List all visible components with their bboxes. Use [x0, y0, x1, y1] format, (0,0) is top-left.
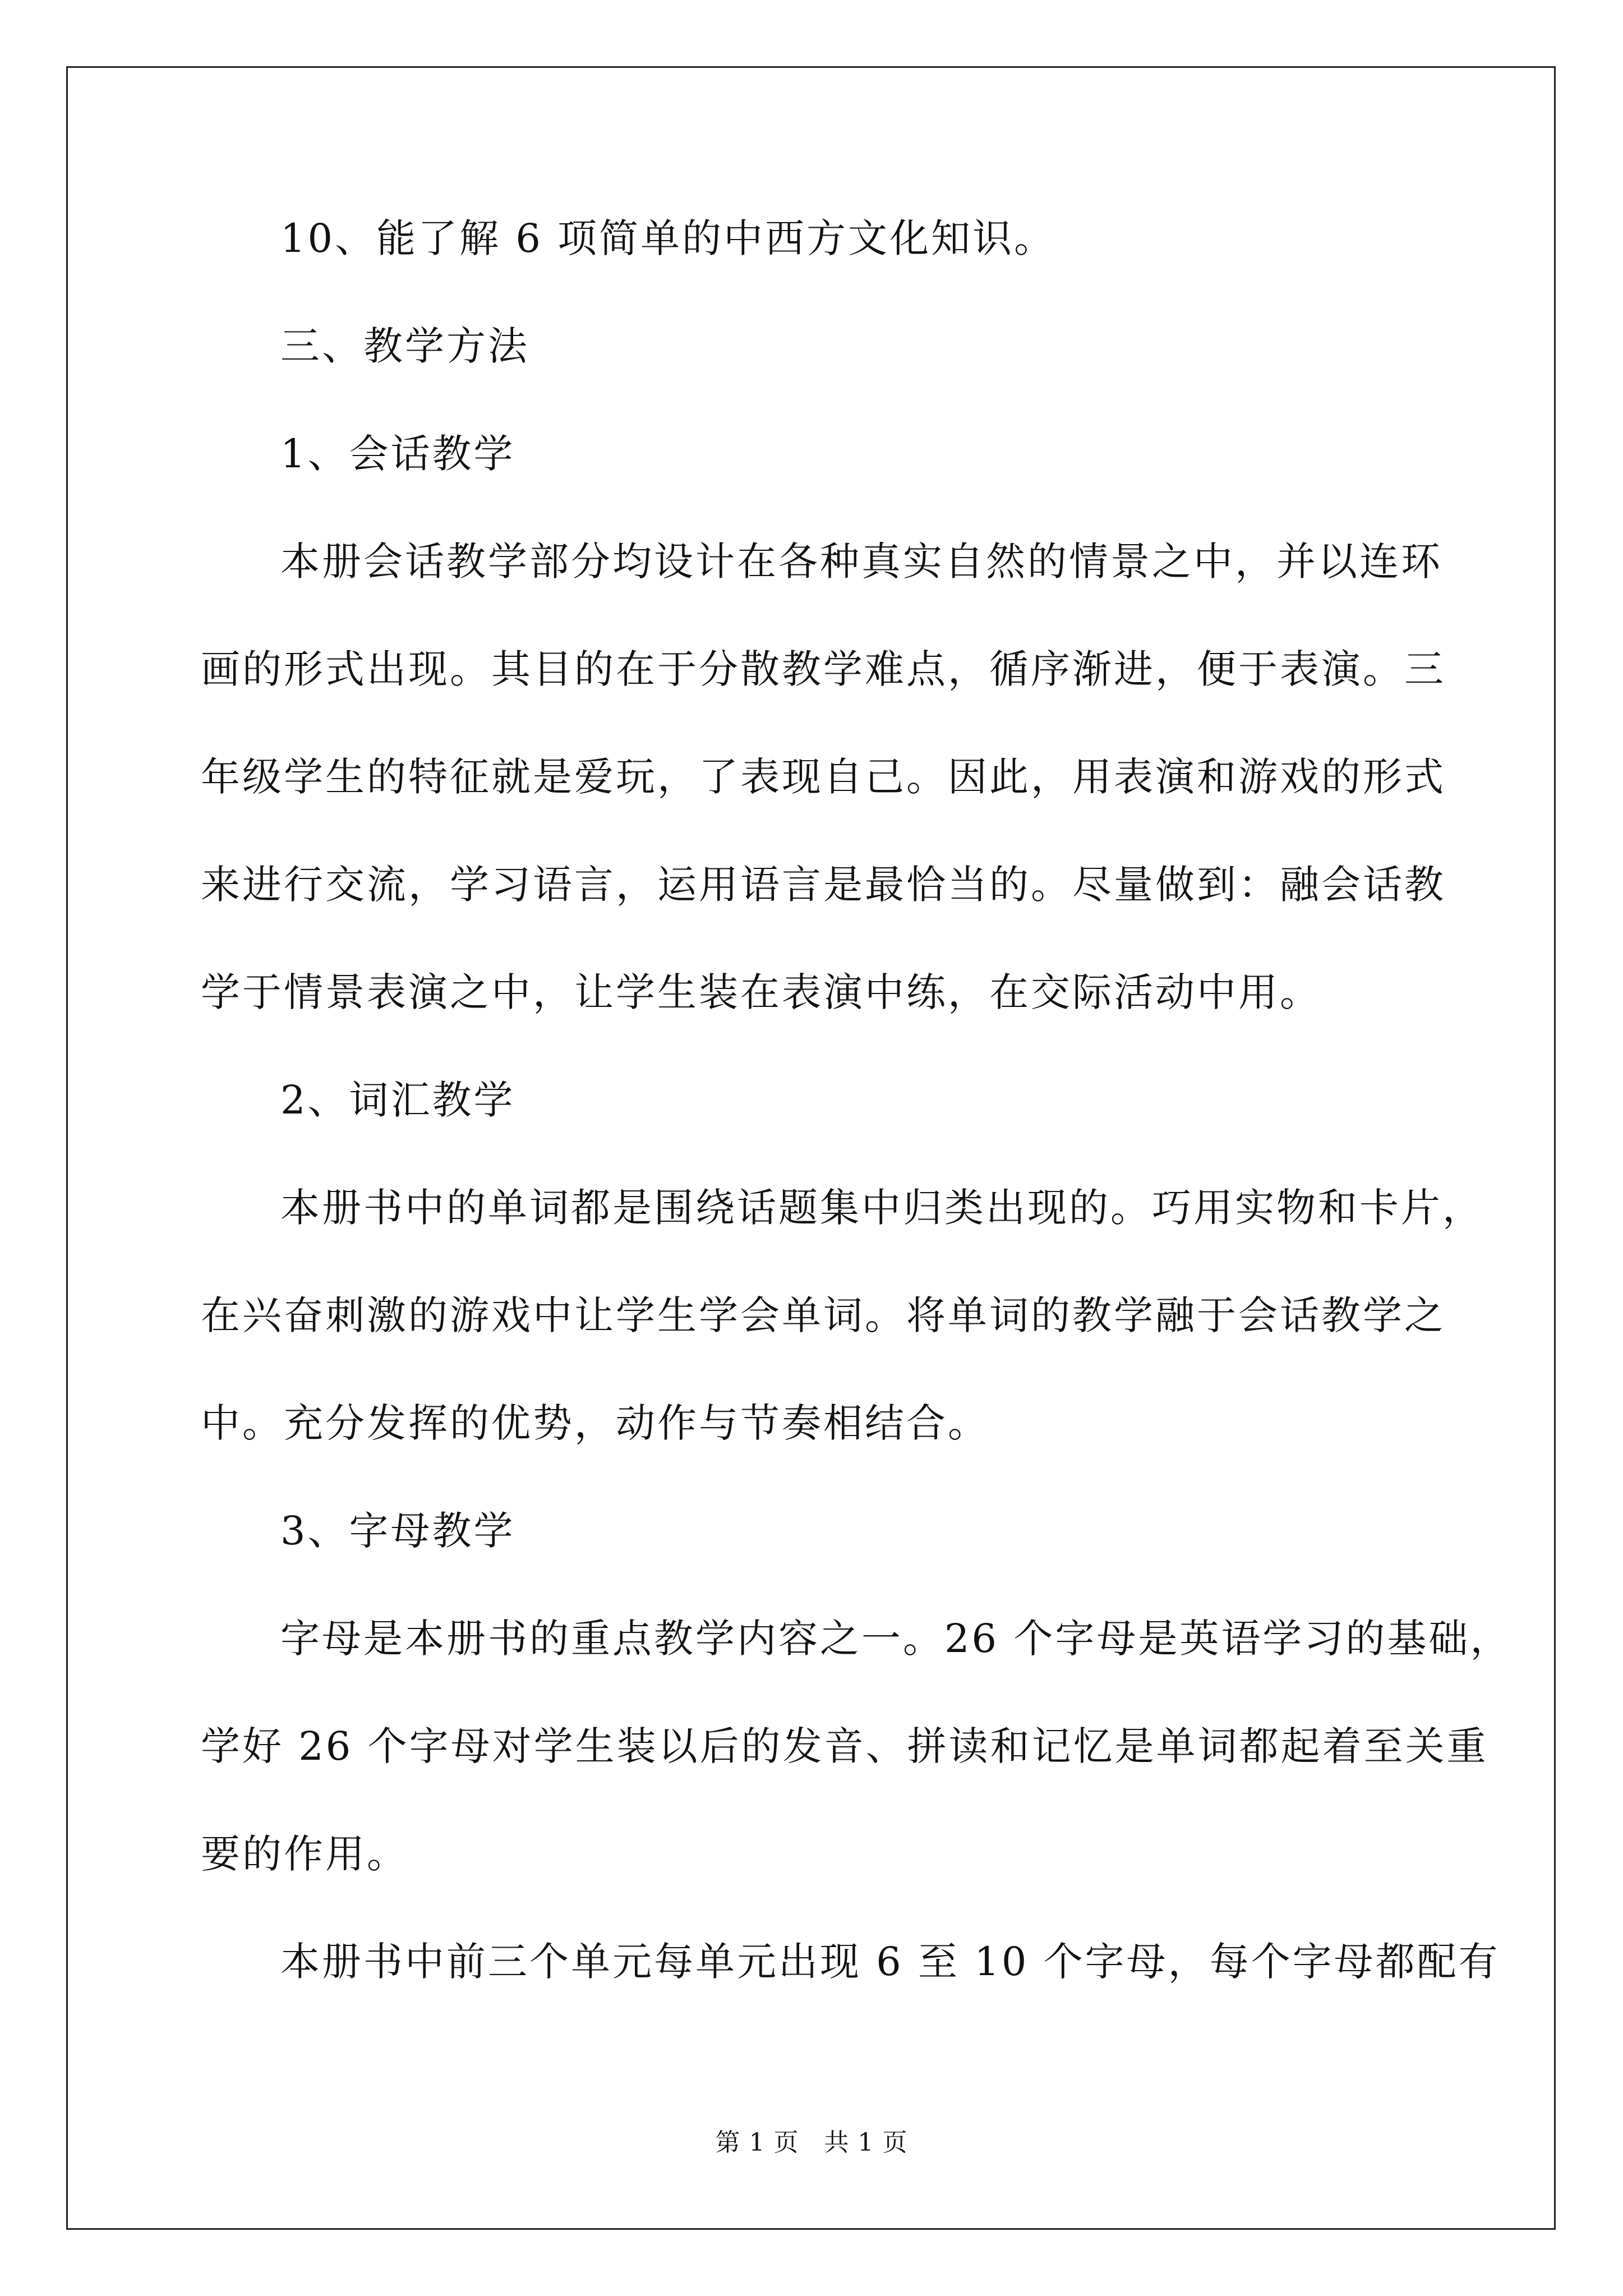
text-line: 来进行交流，学习语言，运用语言是最恰当的。尽量做到：融会话教 — [201, 862, 1446, 908]
document-body — [201, 215, 1512, 2050]
text-line: 本册书中的单词都是围绕话题集中归类出现的。巧用实物和卡片， — [280, 1185, 1484, 1231]
text-line: 本册会话教学部分均设计在各种真实自然的情景之中，并以连环 — [280, 539, 1442, 585]
subsection-heading: 1、会话教学 — [280, 431, 515, 477]
page-footer: 第 1 页 共 1 页 — [715, 2128, 908, 2157]
text-line: 中。充分发挥的优势，动作与节奏相结合。 — [201, 1400, 989, 1446]
text-line: 画的形式出现。其目的在于分散教学难点，循序渐进，便于表演。三 — [201, 646, 1446, 692]
text-line: 字母是本册书的重点教学内容之一。26 个字母是英语学习的基础， — [280, 1616, 1512, 1662]
subsection-heading: 3、字母教学 — [280, 1508, 515, 1554]
text-line: 10、能了解 6 项简单的中西方文化知识。 — [280, 215, 1056, 261]
text-line: 要的作用。 — [201, 1831, 408, 1877]
text-line: 在兴奋刺激的游戏中让学生学会单词。将单词的教学融于会话教学之 — [201, 1292, 1446, 1338]
subsection-heading: 2、词汇教学 — [280, 1077, 515, 1123]
text-line: 学好 26 个字母对学生装以后的发音、拼读和记忆是单词都起着至关重 — [201, 1723, 1488, 1769]
section-heading: 三、教学方法 — [280, 323, 529, 369]
text-line: 年级学生的特征就是爱玩，了表现自己。因此，用表演和游戏的形式 — [201, 754, 1446, 800]
text-line: 本册书中前三个单元每单元出现 6 至 10 个字母，每个字母都配有 — [280, 1939, 1500, 1985]
text-line: 学于情景表演之中，让学生装在表演中练，在交际活动中用。 — [201, 969, 1321, 1015]
